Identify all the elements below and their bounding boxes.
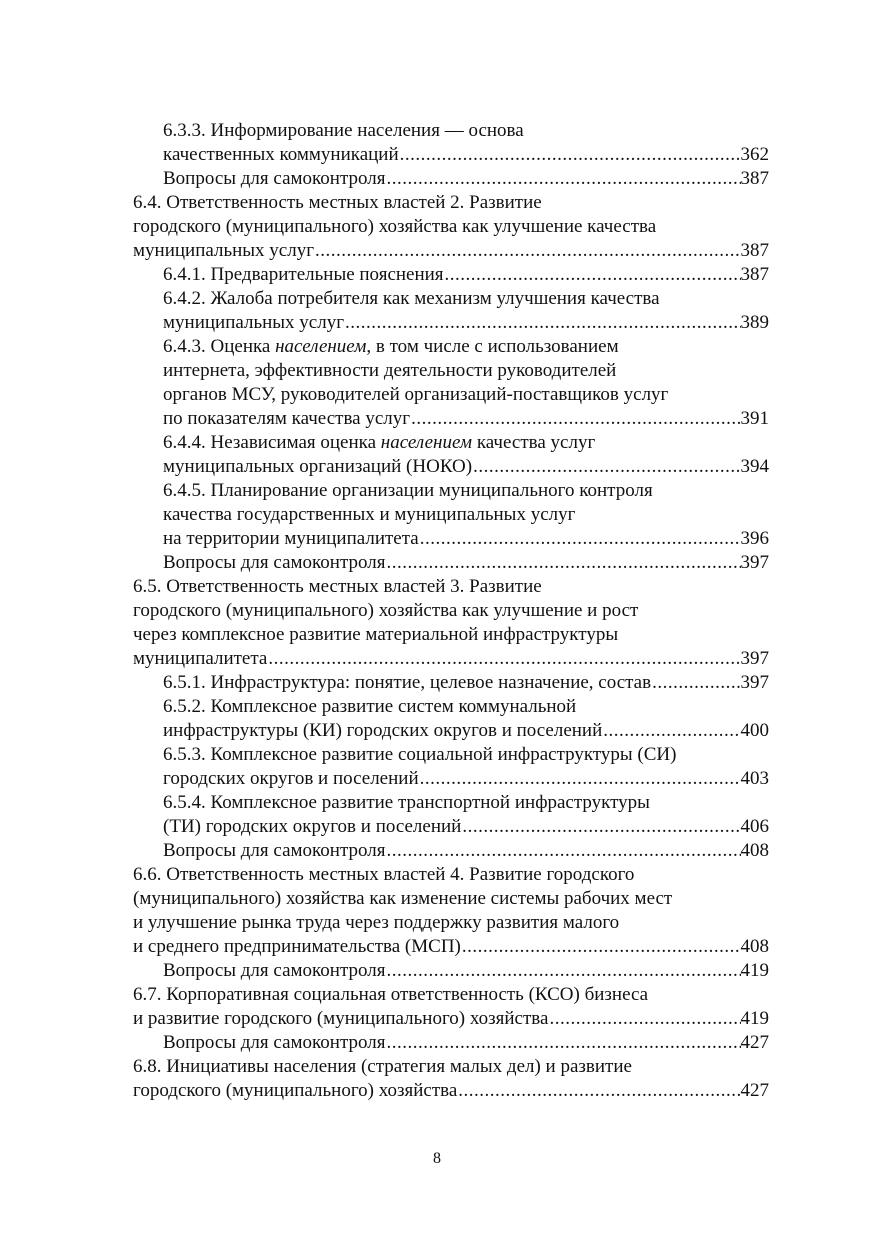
- toc-section-entry: [133, 575, 769, 671]
- toc-dot-leader: [444, 263, 741, 287]
- toc-page-number: 389: [740, 312, 769, 333]
- toc-page-number: 387: [740, 168, 769, 189]
- toc-page-number: 400: [740, 720, 769, 741]
- toc-dot-leader: [602, 719, 740, 743]
- toc-subsection-entry: [133, 431, 769, 479]
- toc-entry-line: [163, 959, 769, 983]
- toc-dot-leader: [385, 551, 740, 575]
- toc-entry-text: на территории муниципалитета: [163, 528, 419, 549]
- toc-entry-line: 6.3.3. Информирование населения — основа: [163, 120, 524, 141]
- toc-dot-leader: [548, 1007, 740, 1031]
- toc-page-number: 427: [740, 1080, 769, 1101]
- toc-entry-line: 6.7. Корпоративная социальная ответственность (КСО) бизнеса: [133, 984, 649, 1005]
- toc-page-number: 406: [740, 816, 769, 837]
- toc-page-number: 391: [740, 408, 769, 429]
- toc-dot-leader: [457, 1079, 740, 1103]
- table-of-contents: [133, 119, 769, 1103]
- toc-entry-line: [163, 551, 769, 575]
- toc-entry-line: 6.4.3. Оценка населением, в том числе с использованием: [163, 336, 619, 357]
- toc-dot-leader: [385, 839, 740, 863]
- toc-dot-leader: [651, 671, 740, 695]
- toc-entry-line: [133, 1079, 769, 1103]
- toc-page-number: 387: [740, 240, 769, 261]
- toc-dot-leader: [267, 647, 740, 671]
- toc-entry-text: Вопросы для самоконтроля: [163, 168, 386, 189]
- toc-dot-leader: [410, 407, 740, 431]
- toc-entry-line: 6.5.2. Комплексное развитие систем коммунальной: [163, 696, 577, 717]
- toc-entry-text: качественных коммуникаций: [163, 144, 399, 165]
- toc-entry-line: [163, 1031, 769, 1055]
- toc-entry-line: 6.4.5. Планирование организации муниципального контроля: [163, 480, 653, 501]
- toc-entry-line: интернета, эффективности деятельности руководителей: [163, 360, 617, 381]
- toc-page-number: 408: [740, 936, 769, 957]
- toc-entry-line: и улучшение рынка труда через поддержку развития малого: [133, 912, 620, 933]
- toc-dot-leader: [472, 455, 740, 479]
- toc-page-number: 403: [740, 768, 769, 789]
- toc-entry-text: Вопросы для самоконтроля: [163, 552, 386, 573]
- toc-entry-line: 6.4. Ответственность местных властей 2. Развитие: [133, 192, 542, 213]
- toc-page-number: 419: [740, 1008, 769, 1029]
- toc-subsection-entry: [133, 263, 769, 287]
- toc-dot-leader: [399, 143, 741, 167]
- toc-entry-line: органов МСУ, руководителей организаций-поставщиков услуг: [163, 384, 669, 405]
- toc-dot-leader: [461, 935, 741, 959]
- toc-entry-text: по показателям качества услуг: [163, 408, 411, 429]
- toc-dot-leader: [314, 239, 740, 263]
- toc-entry-line: городского (муниципального) хозяйства как улучшение качества: [133, 216, 657, 237]
- toc-section-entry: [133, 983, 769, 1031]
- toc-dot-leader: [419, 767, 741, 791]
- toc-entry-text: муниципальных услуг: [133, 240, 315, 261]
- toc-entry-text: муниципальных организаций (НОКО): [163, 456, 473, 477]
- toc-subsection-entry: [133, 959, 769, 983]
- toc-subsection-entry: [133, 695, 769, 743]
- toc-entry-line: [133, 647, 769, 671]
- toc-entry-text: Вопросы для самоконтроля: [163, 1032, 386, 1053]
- toc-page-number: 397: [740, 552, 769, 573]
- toc-page-number: 427: [740, 1032, 769, 1053]
- toc-entry-text: 6.4.1. Предварительные пояснения: [163, 264, 444, 285]
- toc-entry-text: Вопросы для самоконтроля: [163, 840, 386, 861]
- toc-entry-line: 6.5.3. Комплексное развитие социальной инфраструктуры (СИ): [163, 744, 677, 765]
- toc-entry-text: Вопросы для самоконтроля: [163, 960, 386, 981]
- toc-subsection-entry: [133, 287, 769, 335]
- toc-entry-line: [133, 1007, 769, 1031]
- toc-entry-line: [163, 671, 769, 695]
- toc-entry-line: 6.5.4. Комплексное развитие транспортной инфраструктуры: [163, 792, 650, 813]
- toc-section-entry: [133, 863, 769, 959]
- toc-entry-text: и развитие городского (муниципального) хозяйства: [133, 1008, 549, 1029]
- toc-entry-line: [163, 263, 769, 287]
- toc-dot-leader: [461, 815, 740, 839]
- toc-subsection-entry: [133, 119, 769, 167]
- toc-entry-line: 6.8. Инициативы населения (стратегия малых дел) и развитие: [133, 1056, 632, 1077]
- toc-dot-leader: [385, 1031, 740, 1055]
- toc-entry-line: 6.6. Ответственность местных властей 4. Развитие городского: [133, 864, 635, 885]
- toc-entry-text: и среднего предпринимательства (МСП): [133, 936, 461, 957]
- toc-entry-text: инфраструктуры (КИ) городских округов и поселений: [163, 720, 603, 741]
- toc-dot-leader: [344, 311, 740, 335]
- toc-subsection-entry: [133, 839, 769, 863]
- toc-entry-line: [163, 455, 769, 479]
- toc-entry-line: (муниципального) хозяйства как изменение системы рабочих мест: [133, 888, 673, 909]
- toc-entry-line: [163, 815, 769, 839]
- toc-section-entry: [133, 1055, 769, 1103]
- toc-page-number: 397: [740, 648, 769, 669]
- toc-entry-line: [133, 239, 769, 263]
- toc-page-number: 408: [740, 840, 769, 861]
- toc-subsection-entry: [133, 1031, 769, 1055]
- toc-subsection-entry: [133, 551, 769, 575]
- toc-entry-text: (ТИ) городских округов и поселений: [163, 816, 462, 837]
- toc-entry-line: 6.4.4. Независимая оценка населением качества услуг: [163, 432, 596, 453]
- toc-entry-line: [163, 767, 769, 791]
- toc-entry-line: [163, 719, 769, 743]
- toc-entry-line: качества государственных и муниципальных услуг: [163, 504, 576, 525]
- toc-page-number: 362: [740, 144, 769, 165]
- toc-entry-line: [163, 311, 769, 335]
- toc-subsection-entry: [133, 335, 769, 431]
- toc-page-number: 387: [740, 264, 769, 285]
- toc-entry-line: через комплексное развитие материальной инфраструктуры: [133, 624, 619, 645]
- toc-entry-text: городского (муниципального) хозяйства: [133, 1080, 458, 1101]
- toc-entry-line: [163, 407, 769, 431]
- toc-entry-line: городского (муниципального) хозяйства как улучшение и рост: [133, 600, 639, 621]
- toc-entry-line: [133, 935, 769, 959]
- toc-subsection-entry: [133, 479, 769, 551]
- toc-entry-line: 6.5. Ответственность местных властей 3. Развитие: [133, 576, 542, 597]
- toc-entry-text: муниципалитета: [133, 648, 268, 669]
- toc-entry-line: 6.4.2. Жалоба потребителя как механизм улучшения качества: [163, 288, 660, 309]
- toc-subsection-entry: [133, 167, 769, 191]
- toc-entry-line: [163, 167, 769, 191]
- toc-dot-leader: [385, 167, 740, 191]
- toc-entry-text: городских округов и поселений: [163, 768, 419, 789]
- toc-entry-line: [163, 839, 769, 863]
- toc-page-number: 419: [740, 960, 769, 981]
- toc-subsection-entry: [133, 671, 769, 695]
- toc-subsection-entry: [133, 743, 769, 791]
- page-number: 8: [433, 1150, 441, 1167]
- toc-entry-text: муниципальных услуг: [163, 312, 345, 333]
- toc-entry-text: 6.5.1. Инфраструктура: понятие, целевое назначение, состав: [163, 672, 652, 693]
- toc-page-number: 396: [740, 528, 769, 549]
- toc-entry-line: [163, 527, 769, 551]
- toc-page-number: 394: [740, 456, 769, 477]
- toc-section-entry: [133, 191, 769, 263]
- toc-entry-line: [163, 143, 769, 167]
- toc-dot-leader: [419, 527, 741, 551]
- toc-dot-leader: [385, 959, 740, 983]
- toc-page-number: 397: [740, 672, 769, 693]
- toc-subsection-entry: [133, 791, 769, 839]
